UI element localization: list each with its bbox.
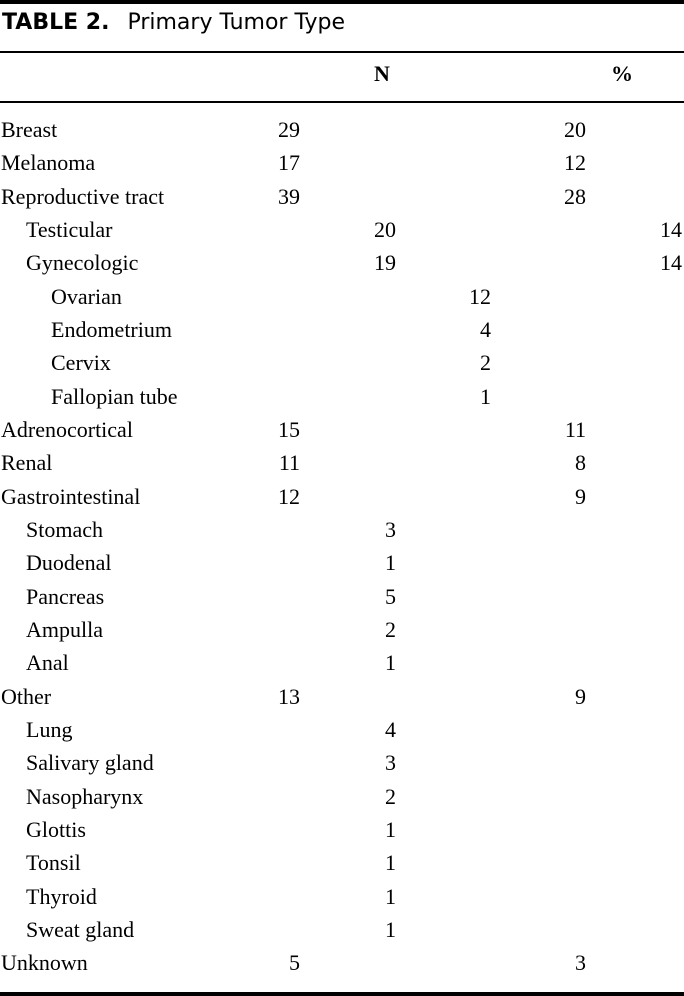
table-row [0, 213, 684, 246]
row-label: Duodenal [26, 550, 112, 576]
row-label: Ovarian [51, 283, 122, 309]
table-row [0, 513, 684, 546]
caption-title: Primary Tumor Type [127, 10, 345, 35]
row-label: Testicular [26, 216, 113, 242]
table-row [0, 446, 684, 479]
row-label: Salivary gland [26, 750, 154, 776]
row-n-value: 5 [289, 950, 300, 976]
row-label: Gynecologic [26, 250, 139, 276]
row-percent-value: 3 [575, 950, 586, 976]
table-caption [2, 10, 345, 35]
row-label: Endometrium [51, 316, 172, 342]
row-label: Sweat gland [26, 916, 135, 942]
row-label: Thyroid [26, 883, 97, 909]
table-row [0, 913, 684, 946]
row-label: Gastrointestinal [1, 483, 141, 509]
row-n-value: 20 [374, 216, 396, 242]
table-row [0, 546, 684, 579]
row-label: Stomach [26, 516, 103, 542]
table-row [0, 480, 684, 513]
table-row [0, 113, 684, 146]
row-percent-value: 14 [660, 216, 682, 242]
row-percent-value: 12 [564, 150, 586, 176]
table-row [0, 646, 684, 679]
table-row [0, 813, 684, 846]
row-n-value: 1 [385, 550, 396, 576]
row-label: Lung [26, 716, 73, 742]
row-n-value: 12 [278, 483, 300, 509]
header-bottom-rule [0, 101, 684, 103]
table-row [0, 746, 684, 779]
row-label: Reproductive tract [1, 183, 165, 209]
row-label: Nasopharynx [26, 783, 144, 809]
row-n-value: 4 [480, 316, 491, 342]
row-n-value: 29 [278, 117, 300, 142]
table-row [0, 346, 684, 379]
row-n-value: 39 [278, 183, 300, 209]
table-row [0, 313, 684, 346]
row-n-value: 1 [385, 816, 396, 842]
row-n-value: 3 [385, 516, 396, 542]
row-label: Unknown [1, 950, 88, 976]
row-n-value: 5 [385, 583, 396, 609]
row-n-value: 11 [278, 450, 300, 476]
table-row [0, 380, 684, 413]
table-row [0, 713, 684, 746]
table-row [0, 880, 684, 913]
row-label: Adrenocortical [1, 416, 133, 442]
row-n-value: 15 [278, 416, 300, 442]
row-n-value: 2 [385, 783, 396, 809]
row-n-value: 1 [385, 850, 396, 876]
row-percent-value: 28 [564, 183, 586, 209]
row-n-value: 19 [374, 250, 396, 276]
header-top-rule [0, 51, 684, 53]
row-percent-value: 11 [564, 416, 586, 442]
table-body [0, 113, 684, 980]
row-label: Breast [1, 117, 58, 142]
row-percent-value: 9 [575, 683, 586, 709]
row-label: Melanoma [1, 150, 96, 176]
row-n-value: 13 [278, 683, 300, 709]
table-row [0, 180, 684, 213]
row-label: Other [1, 683, 52, 709]
table-row [0, 580, 684, 613]
row-n-value: 12 [469, 283, 491, 309]
table-row [0, 946, 684, 979]
row-n-value: 2 [480, 350, 491, 376]
row-label: Fallopian tube [51, 383, 178, 409]
row-percent-value: 9 [575, 483, 586, 509]
column-header-percent: % [611, 61, 633, 86]
row-percent-value: 8 [575, 450, 586, 476]
table-row [0, 613, 684, 646]
row-percent-value: 14 [660, 250, 682, 276]
top-rule [0, 0, 684, 4]
row-label: Renal [1, 450, 53, 476]
row-label: Ampulla [26, 616, 103, 642]
row-n-value: 2 [385, 616, 396, 642]
table-row [0, 280, 684, 313]
row-n-value: 1 [385, 883, 396, 909]
row-label: Cervix [51, 350, 111, 376]
table-row [0, 680, 684, 713]
row-n-value: 1 [385, 650, 396, 676]
row-label: Pancreas [26, 583, 105, 609]
row-n-value: 1 [385, 916, 396, 942]
row-label: Glottis [26, 816, 86, 842]
row-n-value: 17 [278, 150, 300, 176]
caption-label: TABLE 2. [2, 10, 110, 35]
row-percent-value: 20 [564, 117, 586, 142]
row-label: Anal [26, 650, 69, 676]
table-row [0, 146, 684, 179]
table-row [0, 246, 684, 279]
row-n-value: 4 [385, 716, 396, 742]
table-row [0, 413, 684, 446]
column-header-n: N [374, 61, 390, 86]
table-row [0, 780, 684, 813]
row-label: Tonsil [26, 850, 81, 876]
bottom-rule [0, 992, 684, 996]
table-row [0, 846, 684, 879]
row-n-value: 1 [480, 383, 491, 409]
row-n-value: 3 [385, 750, 396, 776]
